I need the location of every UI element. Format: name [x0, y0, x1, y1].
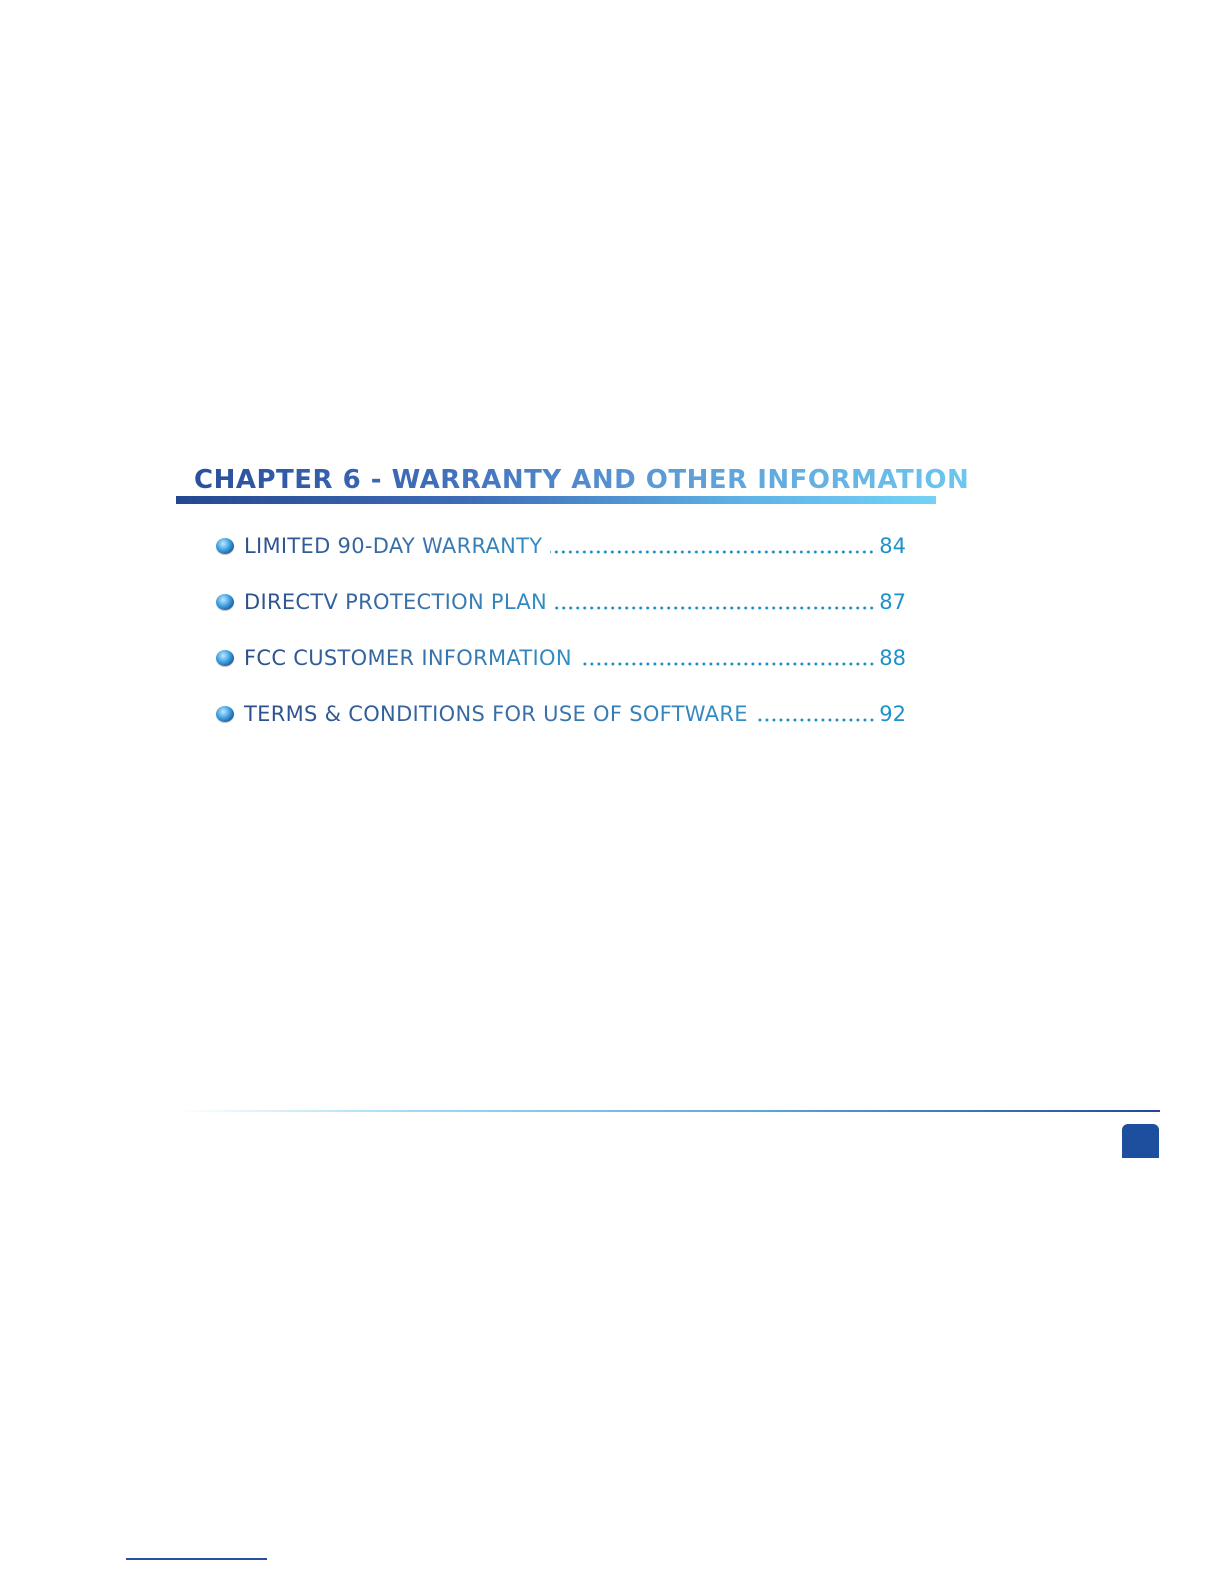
- bullet-sphere-icon: [216, 706, 234, 722]
- table-of-contents: [216, 518, 906, 742]
- dot-leader: [580, 662, 875, 666]
- dot-leader: [550, 550, 875, 554]
- chapter-header: [176, 460, 970, 508]
- toc-item-page-number: 84: [879, 534, 906, 558]
- footer-divider: [176, 1110, 1160, 1112]
- toc-item-page-number: 88: [879, 646, 906, 670]
- bullet-sphere-icon: [216, 594, 234, 610]
- toc-item-label: LIMITED 90-DAY WARRANTY: [244, 534, 543, 558]
- toc-item-label: TERMS & CONDITIONS FOR USE OF SOFTWARE: [244, 702, 748, 726]
- toc-item-label: FCC CUSTOMER INFORMATION: [244, 646, 572, 670]
- page-number-tab: [1122, 1124, 1159, 1158]
- toc-item-page-number: 92: [879, 702, 906, 726]
- dot-leader: [555, 606, 875, 610]
- toc-item-fcc-information[interactable]: [216, 630, 906, 686]
- bullet-sphere-icon: [216, 650, 234, 666]
- toc-item-label: DIRECTV PROTECTION PLAN: [244, 590, 548, 614]
- footnote-rule: [126, 1558, 267, 1560]
- toc-item-protection-plan[interactable]: [216, 574, 906, 630]
- toc-item-page-number: 87: [879, 590, 906, 614]
- chapter-underline: [176, 496, 936, 504]
- bullet-sphere-icon: [216, 538, 234, 554]
- chapter-title: CHAPTER 6 - WARRANTY AND OTHER INFORMATION: [194, 465, 970, 495]
- dot-leader: [756, 718, 875, 722]
- toc-item-terms-conditions[interactable]: [216, 686, 906, 742]
- toc-item-limited-warranty[interactable]: [216, 518, 906, 574]
